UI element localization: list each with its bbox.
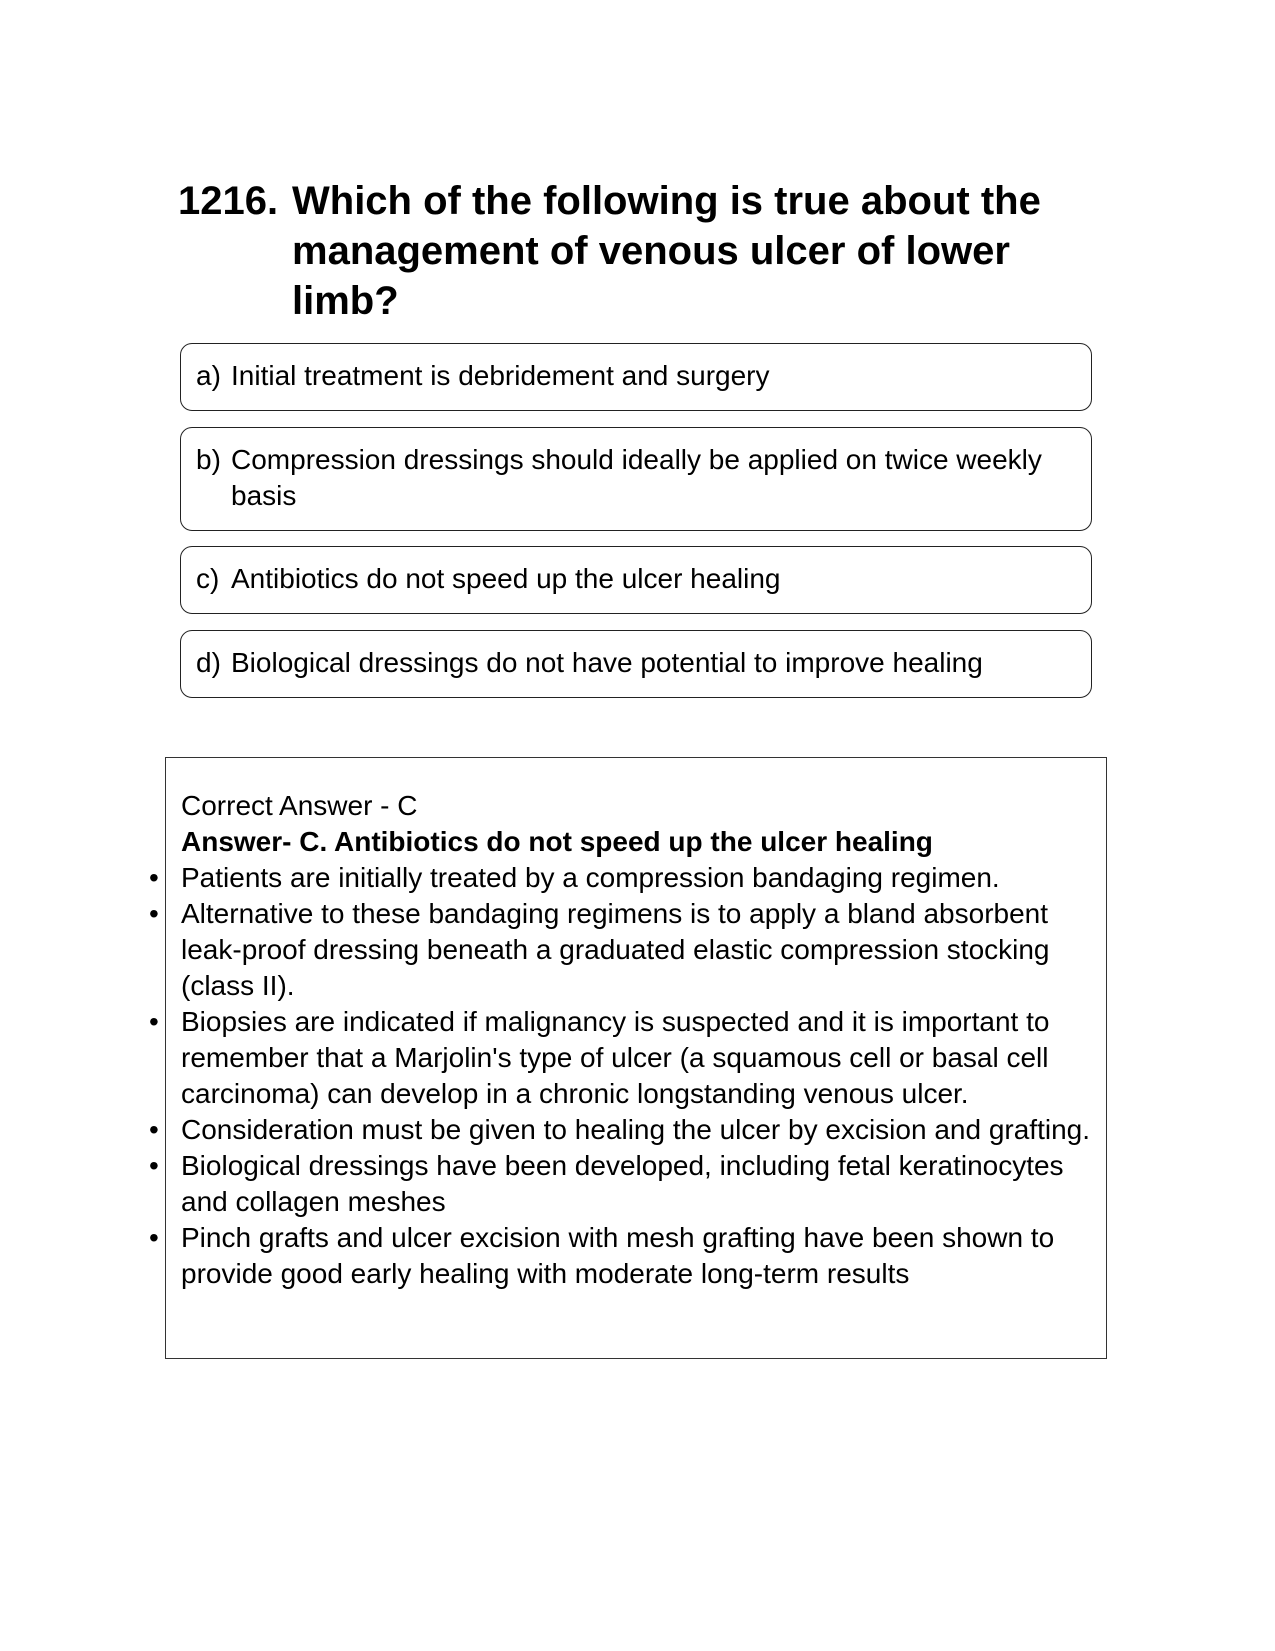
explanation-text: Patients are initially treated by a compression bandaging regimen. (181, 862, 1000, 893)
explanation-text: Biological dressings have been developed, including fetal keratinocytes and collagen meshes (181, 1150, 1064, 1217)
bullet-icon: • (149, 862, 159, 893)
option-letter: c) (196, 563, 220, 594)
explanation-item (149, 1004, 1098, 1112)
option-text: Compression dressings should ideally be applied on twice weekly basis (231, 444, 1042, 511)
bullet-icon: • (149, 898, 159, 929)
explanation-item (149, 896, 1098, 1004)
option-letter: d) (196, 647, 221, 678)
option-text: Antibiotics do not speed up the ulcer healing (231, 563, 781, 594)
option-letter: a) (196, 360, 221, 391)
bullet-icon: • (149, 1114, 159, 1145)
option-a[interactable] (180, 343, 1092, 411)
option-d[interactable] (180, 630, 1092, 698)
question-number: 1216. (178, 179, 279, 223)
question-text: Which of the following is true about the management of venous ulcer of lower limb? (292, 179, 1041, 323)
explanation-text: Biopsies are indicated if malignancy is suspected and it is important to remember that a Marjolin's type of ulcer (a squamous cell or basal cell carcinoma) can develop in a chronic longstanding venous ulcer. (181, 1006, 1050, 1109)
option-letter: b) (196, 444, 221, 475)
bullet-icon: • (149, 1006, 159, 1037)
option-text: Initial treatment is debridement and surgery (231, 360, 770, 391)
explanation-text: Alternative to these bandaging regimens is to apply a bland absorbent leak-proof dressing beneath a graduated elastic compression stocking (class II). (181, 898, 1050, 1001)
bullet-icon: • (149, 1222, 159, 1253)
option-c[interactable] (180, 546, 1092, 614)
explanation-item (149, 1112, 1098, 1148)
option-b[interactable] (180, 427, 1092, 531)
explanation-item (149, 1148, 1098, 1220)
explanation-item (149, 1220, 1098, 1292)
explanation-list (149, 860, 1098, 1292)
answer-explanation-box (149, 757, 1107, 1359)
explanation-item (149, 860, 1098, 896)
correct-answer-label: Correct Answer - C (181, 790, 418, 821)
explanation-text: Pinch grafts and ulcer excision with mesh grafting have been shown to provide good early healing with moderate long-term results (181, 1222, 1055, 1289)
question-heading (178, 176, 1098, 326)
option-text: Biological dressings do not have potential to improve healing (231, 647, 983, 678)
answer-heading: Answer- C. Antibiotics do not speed up the ulcer healing (181, 826, 933, 857)
explanation-text: Consideration must be given to healing the ulcer by excision and grafting. (181, 1114, 1090, 1145)
bullet-icon: • (149, 1150, 159, 1181)
